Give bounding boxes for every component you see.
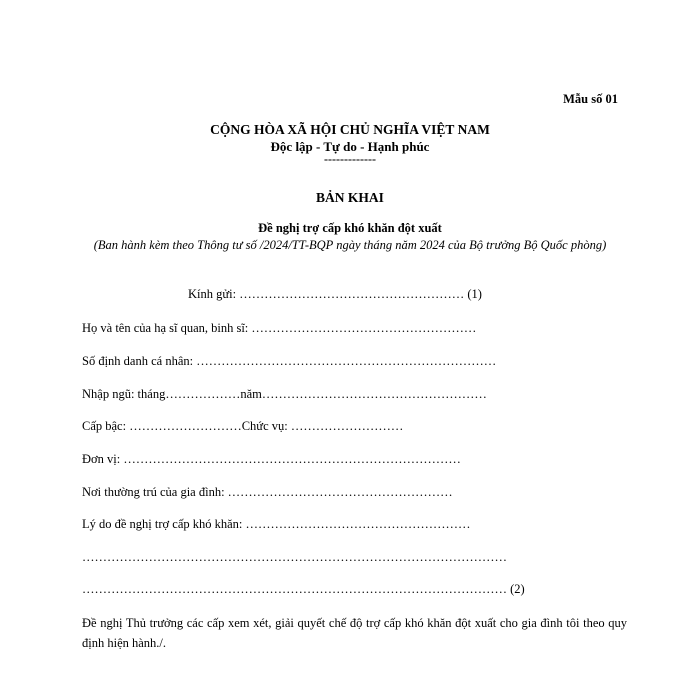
field-reason-continuation-1: ………………………………………………………………………………………… xyxy=(82,550,507,564)
header-divider: ------------- xyxy=(324,152,376,166)
nation-header: CỘNG HÒA XÃ HỘI CHỦ NGHĨA VIỆT NAM xyxy=(210,122,490,137)
closing-paragraph: Đề nghị Thủ trưởng các cấp xem xét, giải quyết chế độ trợ cấp khó khăn đột xuất cho gia đình tôi theo quy định hiện hành./. xyxy=(82,616,627,650)
field-family-residence: Nơi thường trú của gia đình: ……………………………………………… xyxy=(82,485,453,499)
issued-note: (Ban hành kèm theo Thông tư số /2024/TT-BQP ngày tháng năm 2024 của Bộ trưởng Bộ Quốc phòng) xyxy=(93,238,607,252)
field-reason: Lý do đề nghị trợ cấp khó khăn: ……………………………………………… xyxy=(82,517,471,531)
document-title: BẢN KHAI xyxy=(316,190,384,205)
form-code: Mẫu số 01 xyxy=(563,92,618,106)
field-rank-position: Cấp bậc: ………………………Chức vụ: ……………………… xyxy=(82,419,404,433)
field-full-name: Họ và tên của hạ sĩ quan, binh sĩ: ……………………………………………… xyxy=(82,321,477,335)
motto: Độc lập - Tự do - Hạnh phúc xyxy=(270,139,430,154)
document-subtitle: Đề nghị trợ cấp khó khăn đột xuất xyxy=(258,221,442,235)
field-unit: Đơn vị: ……………………………………………………………………… xyxy=(82,452,461,466)
field-personal-id: Số định danh cá nhân: ……………………………………………………………… xyxy=(82,354,497,368)
field-reason-continuation-2: ………………………………………………………………………………………… (2) xyxy=(82,582,525,596)
field-recipient: Kính gửi: ……………………………………………… (1) xyxy=(188,287,482,301)
field-enlistment-date: Nhập ngũ: tháng………………năm……………………………………………… xyxy=(82,387,487,401)
